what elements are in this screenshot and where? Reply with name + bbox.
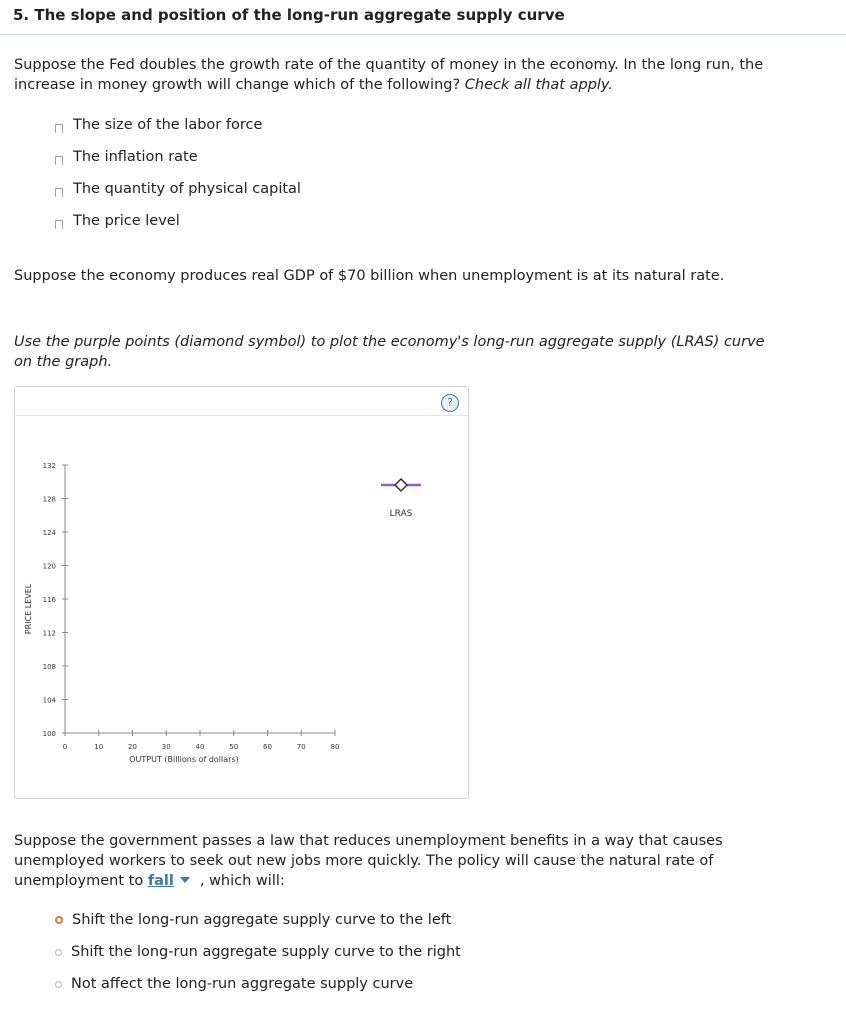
graph-instruction: Use the purple points (diamond symbol) to plot the economy's long-run aggregate supply (LRAS) curve on the graph. xyxy=(14,334,765,370)
x-tick-label: 10 xyxy=(94,743,104,751)
y-tick-label: 128 xyxy=(42,495,56,504)
radio-option-shift-right[interactable] xyxy=(55,942,461,962)
checkbox-option-physical-capital[interactable] xyxy=(55,179,301,199)
radio-option-shift-left[interactable] xyxy=(55,910,451,930)
diamond-icon[interactable] xyxy=(395,479,407,491)
checkbox[interactable] xyxy=(55,188,63,197)
x-tick-label: 70 xyxy=(296,743,306,751)
checkbox-label: The size of the labor force xyxy=(73,117,263,133)
y-tick-label: 116 xyxy=(42,596,56,604)
question3-prompt xyxy=(14,831,774,891)
help-icon[interactable]: ? xyxy=(441,394,459,412)
x-tick-label: 50 xyxy=(229,743,239,751)
x-tick-label: 40 xyxy=(195,743,205,751)
graph-panel xyxy=(14,386,469,799)
x-tick-label: 0 xyxy=(62,743,68,751)
x-axis-title: OUTPUT (Billions of dollars) xyxy=(129,755,239,764)
radio-button[interactable] xyxy=(55,949,62,956)
radio-button[interactable] xyxy=(55,981,62,988)
x-tick-label: 30 xyxy=(161,743,171,751)
question1-text: Suppose the Fed doubles the growth rate of the quantity of money in the economy. In the long run, the increase in money growth will change which of the following? xyxy=(14,57,764,93)
checkbox-option-labor-force[interactable] xyxy=(55,115,262,135)
radio-option-no-effect[interactable] xyxy=(55,974,413,994)
checkbox[interactable] xyxy=(55,156,63,165)
chevron-down-icon[interactable] xyxy=(180,877,190,883)
lras-chart[interactable] xyxy=(15,387,468,798)
question3-text: Suppose the government passes a law that reduces unemployment benefits in a way that causes unemployed workers to seek out new jobs more quickly. The policy will cause the natural rate of unemployment to xyxy=(14,833,723,889)
checkbox-label: The inflation rate xyxy=(73,149,198,165)
legend-lras-label: LRAS xyxy=(389,509,413,519)
y-axis-title: PRICE LEVEL xyxy=(24,583,33,635)
checkbox-option-price-level[interactable] xyxy=(55,211,180,231)
heading-divider xyxy=(0,34,846,35)
radio-button-selected[interactable] xyxy=(55,916,63,924)
checkbox[interactable] xyxy=(55,220,63,229)
natural-rate-dropdown[interactable]: fall xyxy=(147,873,174,889)
radio-label: Shift the long-run aggregate supply curve to the left xyxy=(72,912,452,928)
x-tick-label: 80 xyxy=(330,743,340,751)
x-tick-label: 60 xyxy=(263,743,272,751)
statement-natural-rate: Suppose the economy produces real GDP of $70 billion when unemployment is at its natural rate. xyxy=(14,268,725,284)
y-tick-label: 100 xyxy=(42,730,56,738)
question1-prompt xyxy=(14,55,774,95)
y-tick-label: 108 xyxy=(42,663,56,671)
y-tick-label: 120 xyxy=(42,562,56,571)
checkbox-option-inflation-rate[interactable] xyxy=(55,147,198,167)
question3-text-end: , which will: xyxy=(199,873,285,889)
checkbox-label: The price level xyxy=(73,213,180,229)
x-tick-label: 20 xyxy=(128,743,137,751)
checkbox-label: The quantity of physical capital xyxy=(73,181,301,197)
question1-instruction: Check all that apply. xyxy=(464,77,613,93)
y-tick-label: 132 xyxy=(42,462,56,470)
question-heading: 5. The slope and position of the long-run aggregate supply curve xyxy=(13,6,565,24)
radio-label: Not affect the long-run aggregate supply curve xyxy=(71,976,414,992)
radio-label: Shift the long-run aggregate supply curve to the right xyxy=(71,944,461,960)
y-tick-label: 112 xyxy=(42,629,56,638)
y-tick-label: 104 xyxy=(42,696,56,705)
checkbox[interactable] xyxy=(55,124,63,133)
y-tick-label: 124 xyxy=(42,529,56,537)
